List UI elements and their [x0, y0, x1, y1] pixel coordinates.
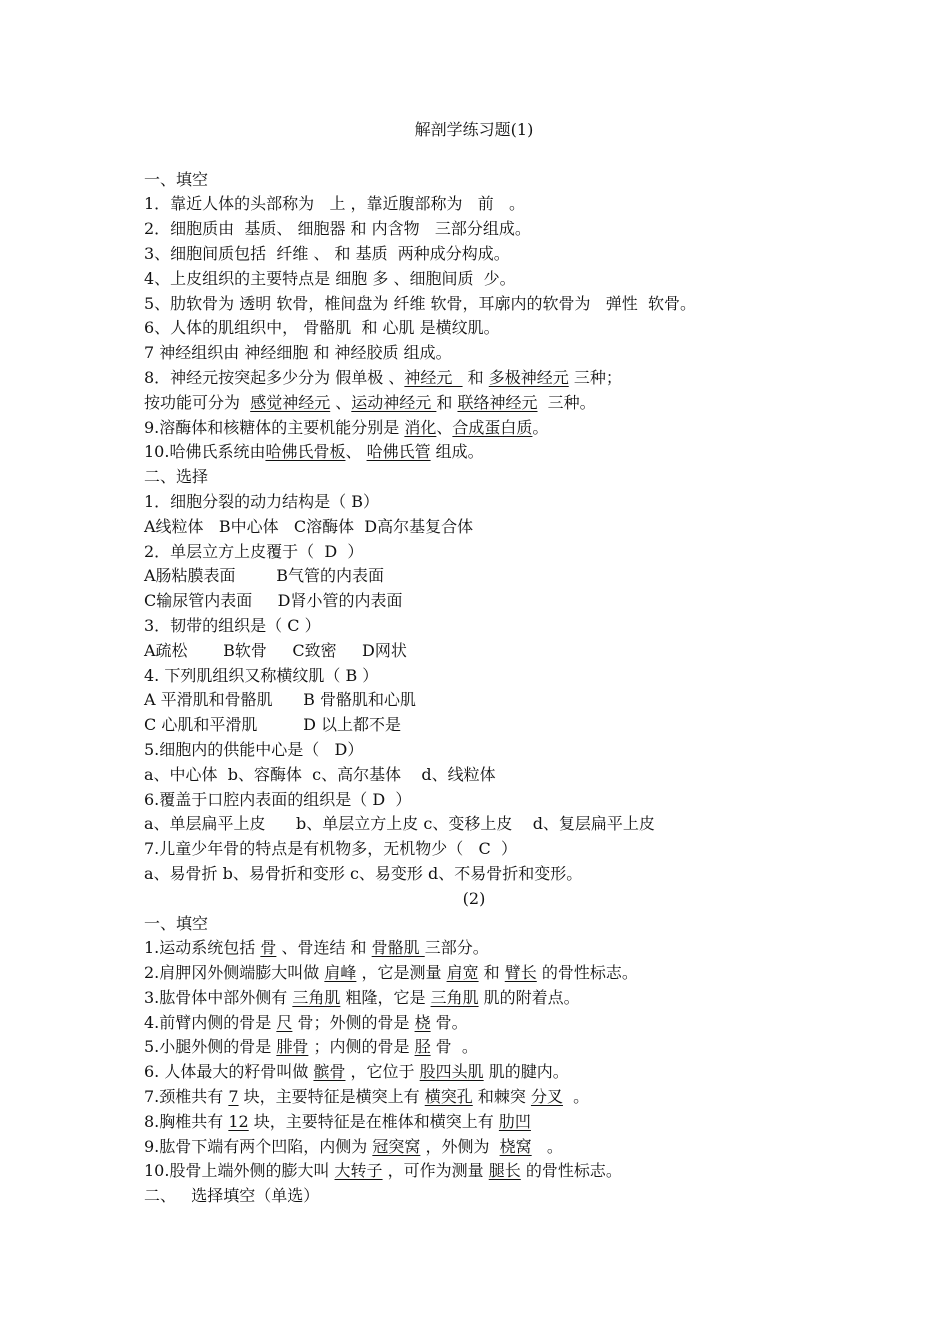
answer-underline: 大转子	[334, 1161, 383, 1181]
answer-underline: 多极神经元	[488, 367, 569, 387]
fill-question-line-6	[144, 316, 844, 341]
question-text: 、	[330, 392, 352, 412]
choice-question-line-7: A疏松 B软骨 C致密 D网状	[144, 640, 407, 660]
choice-question-line-1: 1．细胞分裂的动力结构是（ B）	[144, 491, 380, 511]
fill-question-line-part2-3	[144, 986, 844, 1011]
answer-underline: 哈佛氏骨板	[265, 442, 346, 462]
choice-question-line-10: C 心肌和平滑肌 D 以上都不是	[144, 715, 402, 735]
answer-underline: 骨	[260, 938, 277, 958]
question-text: 9.溶酶体和核糖体的主要机能分别是	[144, 417, 405, 437]
question-text: 和	[478, 963, 505, 983]
fill-question-line-9	[144, 391, 844, 416]
fill-question-line-part2-4	[144, 1011, 844, 1036]
answer-underline: 腓骨	[276, 1037, 309, 1057]
question-text: 9.肱骨下端有两个凹陷，内侧为	[144, 1136, 373, 1156]
question-text: ，它位于	[345, 1062, 420, 1082]
fill-question-line-1	[144, 192, 844, 217]
answer-underline: 肩峰	[324, 963, 357, 983]
question-text: 骨。	[430, 1012, 468, 1032]
question-text: ；内侧的骨是	[308, 1037, 415, 1057]
fill-questions-part1	[144, 192, 844, 465]
answer-underline: 肋凹	[498, 1111, 531, 1131]
choice-questions-part1	[144, 490, 844, 887]
question-text: 2．细胞质由 基质、 细胞器 和 内含物 三部分组成。	[144, 219, 531, 239]
choice-question-line-9: A 平滑肌和骨骼肌 B 骨骼肌和心肌	[144, 690, 417, 710]
answer-underline: 骨骼肌	[371, 938, 425, 958]
question-text: 肌的腱内。	[483, 1062, 569, 1082]
question-text: 骨；外侧的骨是	[292, 1012, 415, 1032]
choice-question-line-4: A肠粘膜表面 B气管的内表面	[144, 566, 385, 586]
section-heading-choice-1: 二、选择	[144, 467, 209, 487]
question-text: 组成。	[430, 442, 484, 462]
question-text: 、	[436, 417, 453, 437]
question-text: 8．神经元按突起多少分为 假单极 、	[144, 367, 405, 387]
fill-question-line-4	[144, 267, 844, 292]
fill-question-line-part2-9	[144, 1135, 844, 1160]
answer-underline: 12	[228, 1111, 249, 1131]
document-title: 解剖学练习题(1)	[414, 120, 534, 139]
fill-question-line-part2-8	[144, 1110, 844, 1135]
answer-underline: 7	[228, 1087, 239, 1107]
question-text: 三种。	[537, 392, 596, 412]
section-heading-fill-2: 一、填空	[144, 913, 209, 933]
answer-underline: 感觉神经元	[250, 392, 331, 412]
answer-underline: 桡	[414, 1012, 431, 1032]
question-text: 和棘突	[472, 1087, 531, 1107]
question-text: 4、上皮组织的主要特点是 细胞 多 、细胞间质 少。	[144, 268, 516, 288]
answer-underline: 神经元	[404, 367, 463, 387]
blank-line	[144, 143, 844, 168]
answer-underline: 三角肌	[292, 987, 341, 1007]
question-text: 4.前臂内侧的骨是	[144, 1012, 277, 1032]
fill-question-line-part2-10	[144, 1159, 844, 1184]
question-text: 骨 。	[430, 1037, 478, 1057]
question-text: 3、细胞间质包括 纤维 、 和 基质 两种成分构成。	[144, 243, 510, 263]
question-text: 8.胸椎共有	[144, 1111, 229, 1131]
fill-question-line-11	[144, 440, 844, 465]
choice-question-line-11: 5.细胞内的供能中心是（ D）	[144, 739, 364, 759]
question-text: 、骨连结 和	[276, 938, 372, 958]
question-text: ，外侧为	[420, 1136, 500, 1156]
question-text: 3.肱骨体中部外侧有	[144, 987, 293, 1007]
question-text: 2.肩胛冈外侧端膨大叫做	[144, 963, 325, 983]
answer-underline: 臂长	[504, 963, 537, 983]
question-text: 1．靠近人体的头部称为 上 ，靠近腹部称为 前 。	[144, 194, 526, 214]
choice-question-line-2: A线粒体 B中心体 C溶酶体 D高尔基复合体	[144, 516, 474, 536]
choice-question-line-16: a、易骨折 b、易骨折和变形 c、易变形 d、不易骨折和变形。	[144, 863, 583, 883]
question-text: 和	[462, 367, 489, 387]
answer-underline: 消化	[404, 417, 437, 437]
fill-question-line-7	[144, 341, 844, 366]
question-text: 。	[562, 1087, 590, 1107]
question-text: 粗隆，它是	[340, 987, 431, 1007]
question-text: 1.运动系统包括	[144, 938, 261, 958]
part2-title: (2)	[462, 888, 486, 908]
question-text: ，它是测量	[356, 963, 447, 983]
fill-question-line-part2-5	[144, 1035, 844, 1060]
answer-underline: 髌骨	[313, 1062, 346, 1082]
question-text: 6、人体的肌组织中， 骨骼肌 和 心肌 是横纹肌。	[144, 318, 500, 338]
question-text: 10.股骨上端外侧的膨大叫	[144, 1161, 335, 1181]
question-text: 肌的附着点。	[478, 987, 580, 1007]
answer-underline: 运动神经元	[351, 392, 437, 412]
question-text: ，可作为测量	[382, 1161, 489, 1181]
choice-question-line-5: C输尿管内表面 D肾小管的内表面	[144, 591, 403, 611]
answer-underline: 肩宽	[446, 963, 479, 983]
answer-underline: 横突孔	[424, 1087, 473, 1107]
question-text: 10.哈佛氏系统由	[144, 442, 266, 462]
fill-question-line-10	[144, 416, 844, 441]
question-text: 块，主要特征是横突上有	[238, 1087, 425, 1107]
section-heading-fill-1: 一、填空	[144, 169, 209, 189]
fill-question-line-3	[144, 242, 844, 267]
question-text: 三种；	[568, 367, 622, 387]
answer-underline: 哈佛氏管	[366, 442, 431, 462]
fill-question-line-2	[144, 217, 844, 242]
question-text: 7.颈椎共有	[144, 1087, 229, 1107]
question-text: 和	[436, 392, 458, 412]
answer-underline: 冠突窝	[372, 1136, 421, 1156]
answer-underline: 桡窝	[499, 1136, 532, 1156]
question-text: 块，主要特征是在椎体和横突上有	[248, 1111, 499, 1131]
answer-underline: 三角肌	[430, 987, 479, 1007]
section-heading-choice-2: 二、 选择填空（单选）	[144, 1186, 320, 1206]
fill-question-line-part2-1	[144, 936, 844, 961]
choice-question-line-13: 6.覆盖于口腔内表面的组织是（ D ）	[144, 789, 412, 809]
document-body	[144, 118, 844, 1209]
answer-underline: 尺	[276, 1012, 293, 1032]
answer-underline: 胫	[414, 1037, 431, 1057]
question-text: 、	[345, 442, 367, 462]
answer-underline: 分叉	[530, 1087, 563, 1107]
question-text: 的骨性标志。	[536, 963, 638, 983]
question-text: 三部分。	[424, 938, 489, 958]
fill-question-line-part2-2	[144, 961, 844, 986]
question-text: 5、肋软骨为 透明 软骨，椎间盘为 纤维 软骨，耳廓内的软骨为 弹性 软骨。	[144, 293, 696, 313]
answer-underline: 合成蛋白质	[452, 417, 533, 437]
fill-question-line-5	[144, 292, 844, 317]
question-text: 5.小腿外侧的骨是	[144, 1037, 277, 1057]
question-text: 。	[532, 417, 549, 437]
answer-underline: 联络神经元	[457, 392, 538, 412]
fill-question-line-8	[144, 366, 844, 391]
choice-question-line-15: 7.儿童少年骨的特点是有机物多，无机物少（ C ）	[144, 839, 517, 859]
question-text: 。	[531, 1136, 563, 1156]
question-text: 7 神经组织由 神经细胞 和 神经胶质 组成。	[144, 343, 452, 363]
choice-question-line-6: 3．韧带的组织是（ C ）	[144, 615, 321, 635]
answer-underline: 股四头肌	[419, 1062, 484, 1082]
question-text: 按功能可分为	[144, 392, 251, 412]
choice-question-line-8: 4. 下列肌组织又称横纹肌（ B ）	[144, 665, 379, 685]
fill-questions-part2	[144, 936, 844, 1184]
choice-question-line-14: a、单层扁平上皮 b、单层立方上皮 c、变移上皮 d、复层扁平上皮	[144, 814, 655, 834]
choice-question-line-3: 2．单层立方上皮覆于（ D ）	[144, 541, 364, 561]
choice-question-line-12: a、中心体 b、容酶体 c、高尔基体 d、线粒体	[144, 764, 496, 784]
question-text: 的骨性标志。	[520, 1161, 622, 1181]
fill-question-line-part2-7	[144, 1085, 844, 1110]
question-text: 6. 人体最大的籽骨叫做	[144, 1062, 314, 1082]
answer-underline: 腿长	[488, 1161, 521, 1181]
fill-question-line-part2-6	[144, 1060, 844, 1085]
